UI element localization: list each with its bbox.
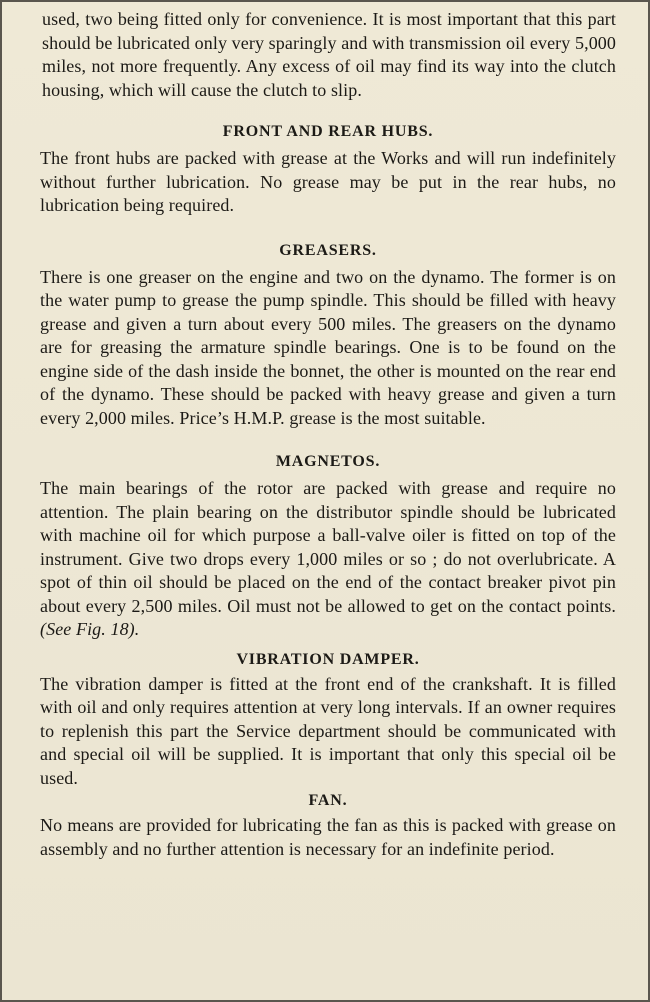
intro-paragraph: used, two being fitted only for convenience. It is most important that this part should be lubricated only very sparingly and with transmission oil every 5,000 miles, not more frequently. Any excess of oil may find its way into the clutch housing, which will cause the clutch to slip. — [42, 9, 616, 100]
heading-magnetos: MAGNETOS. — [275, 453, 381, 470]
heading-vibration-damper: VIBRATION DAMPER. — [236, 650, 420, 668]
paragraph-fan: No means are provided for lubricating the fan as this is packed with grease on assembly and no further attention is necessary for an indefinite period. — [40, 815, 616, 859]
paragraph-magnetos — [40, 477, 616, 642]
heading-front-and-rear-hubs: FRONT AND REAR HUBS. — [222, 123, 434, 140]
paragraph-greasers: There is one greaser on the engine and two on the dynamo. The former is on the water pump to grease the pump spindle. This should be filled with heavy grease and given a turn about every 500 miles. The greasers on the dynamo are for greasing the armature spindle bearings. One is to be found on the engine side of the dash inside the bonnet, the other is mounted on the rear end of the dynamo. These should be packed with heavy grease and given a turn every 2,000 miles. Price’s H.M.P. grease is the most suitable. — [40, 266, 616, 428]
page-content — [40, 8, 616, 861]
paragraph-front-and-rear-hubs: The front hubs are packed with grease at the Works and will run indefinitely without further lubrication. No grease may be put in the rear hubs, no lubrication being required. — [40, 148, 616, 215]
figure-reference: (See Fig. 18). — [40, 619, 140, 639]
paragraph-vibration-damper: The vibration damper is fitted at the front end of the crankshaft. It is filled with oil and only requires attention at very long intervals. If an owner requires to replenish this part the Service department should be communicated with and special oil will be supplied. It is important that only this special oil be used. — [40, 673, 616, 788]
heading-greasers: GREASERS. — [279, 241, 377, 259]
heading-fan: FAN. — [308, 792, 348, 809]
magnetos-body-text: The main bearings of the rotor are packed with grease and require no attention. The plain bearing on the distributor spindle should be lubricated with machine oil for which purpose a ball-valve oiler is fitted on top of the instrument. Give two drops every 1,000 miles or so ; do not overlubricate. A spot of thin oil should be placed on the end of the contact breaker pivot pin about every 2,500 miles. Oil must not be allowed to get on the contact points. — [40, 478, 616, 616]
